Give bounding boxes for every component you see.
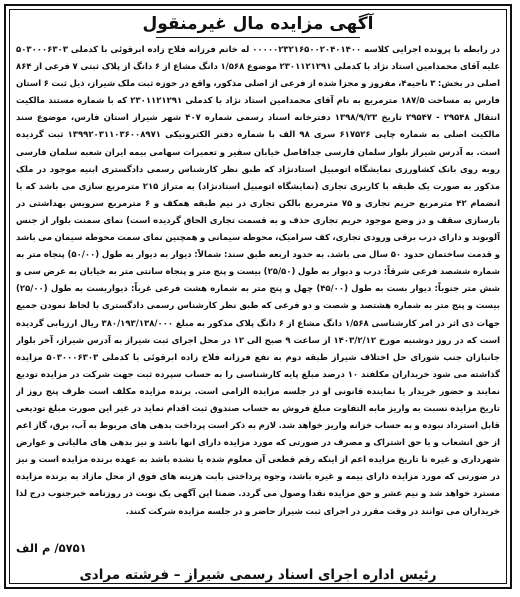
reference-code: ۵۷۵۱/ م الف: [16, 541, 87, 555]
notice-frame: [4, 4, 512, 589]
title-divider: [156, 37, 360, 38]
notice-title: آگهی مزایده مال غیرمنقول: [142, 14, 374, 34]
reference-row: [16, 539, 500, 557]
notice-body: در رابطه با پرونده اجرایی کلاسه ۰۰۰۰۰۲۳۲۱۶۵۰۰۲۰۴۰۱۴۰۰ له خانم فرزانه فلاح زاده ابرقوئی با کدملی ۵۰۳۰۰۰۶۳۰۳ علیه آقای محمدامین استاد نژاد با کدملی ۲۳۰۱۱۲۱۲۹۱ موضوع ۱/۵۶۸ دانگ مشاع از ۶ دانگ از پلاک ثبتی ۷ فرعی از ۸۶۴ اصلی در بخش: ۳ ناحیه۴، مفروز و مجزا شده از فرعی از اصلی مذکور، واقع در حوزه ثبت ملک شیراز، ذیل ثبت ۶ استان فارس به مساحت ۱۸۷/۵ مترمربع به نام آقای محمدامین استاد نژاد با کدملی ۲۳۰۱۱۲۱۲۹۱ که با شماره مستند مالکیت انتقال ۲۹۵۴۸ - ۲۹۵۴۷ تاریخ ۱۳۹۸/۹/۲۳ دفترخانه اسناد رسمی شماره ۴۰۷ شهر شیراز استان فارس، موضوع سند مالکیت اصلی به شماره چاپی ۶۱۷۵۲۶ سری ۹۸ الف با شماره دفتر الکترونیکی ۱۳۹۹۲۰۳۱۱۰۳۶۰۰۸۹۷۱ ثبت گردیده است. به آدرس شیراز بلوار سلمان فارسی جدافاصل خیابان سفیر و تعمیرات سهامی بیمه ایران شعبه سلمان فارسی روبه روی بانک کشاورزی نمایشگاه اتومبیل استادنژاد که طبق نظر کارشناس رسمی دادگستری ابنیه موجود در ملک مذکور به صورت یک طبقه با کاربری تجاری (نمایشگاه اتومبیل استادنژاد) به متراژ ۲۱۵ مترمربع سازی می باشد که با انضمام ۴۲ مترمربع حریم تجاری و ۷۵ مترمربع بالکن تجاری در نیم طبقه همکف و ۶ مترمربع سرویس بهداشتی در بارسازی سقف و در وضع موجود حریم تجاری حذف و به قسمت تجاری الحاق گردیده است) نمای سمنت بلوار از جنس آلوبوند و دارای درب برقی ورودی تجاری، کف سرامیک، محوطه سیمانی و همچنین نمای سمت محوطه سیمان می باشد و قدمت ساختمان حدود ۵۰ سال می باشد. به حدود اربعه طبق سند: شمالاً: دیوار به دیوار به طول (۵۰/۰۰) پنجاه متر به شماره ششصد فرعی شرقاً: درب و دیوار به طول (۲۵/۵۰) بیست و پنج متر و پنجاه سانتی متر به خیابان به عرض سی و شش متر جنوباً: دیوار بست به طول (۴۵/۰۰) چهل و پنج متر به شماره هشت فرعی غرباً: دیواربست به طول (۲۵/۰۰) بیست و پنج متر به شماره هشتصد و شصت و دو فرعی که طبق نظر کارشناس رسمی دادگستری با لحاظ نمودن جمیع جهات ذی اثر در امر کارشناسی ۱/۵۶۸ دانگ مشاع از ۶ دانگ پلاک مذکور به مبلغ ۳۸۰/۱۹۳/۱۳۸/۰۰۰ ریال ارزیابی گردیده است که در روز دوشنبه مورخ ۱۴۰۳/۲/۱۲ از ساعت ۹ صبح الی ۱۲ در محل اجرای ثبت شیراز به آدرس شیراز، آخر بلوار جانبازان جنب شورای حل اختلاف شیراز طبقه دوم به نفع فرزانه فلاح زاده ابرقوئی با کدملی ۵۰۳۰۰۰۶۳۰۳ مزایده گذاشته می شود خریداران مکلفند ۱۰ درصد مبلغ پایه کارشناسی را به حساب سپرده ثبت جهت شرکت در مزایده تودیع نمایند و حضور خریدار یا نماینده قانونی او در جلسه مزایده الزامی است. برنده مزایده مکلف است ظرف پنج روز از تاریخ مزایده نسبت به واریز مابه التفاوت مبلغ فروش به حساب صندوق ثبت اقدام نماید در غیر این صورت مبلغ تودیعی قابل استرداد نبوده و به حساب خزانه واریز خواهد شد. لازم به ذکر است پرداخت بدهی های مربوط به آب، برق، گاز اعم از حق انشعاب و یا حق اشتراک و مصرف در صورتی که مورد مزایده دارای انها باشد و نیز بدهی های مالیاتی و عوارض شهرداری و غیره تا تاریخ مزایده اعم از اینکه رقم قطعی آن معلوم شده یا نشده باشد به عهده برنده مزایده است و نیز در صورتی که مورد مزایده دارای بیمه و غیره باشد، وجوه پرداختی بابت هزینه های فوق از محل مازاد به برنده مزایده مسترد خواهد شد و نیم عشر و حق مزایده نقدا وصول می گردد. ضمنا این آگهی یک نوبت در روزنامه خبرجنوب درج لذا خریداران می توانند در وقت مقرر در اجرای ثبت شیراز حاضر و در جلسه مزایده شرکت کنند.: [16, 45, 500, 517]
signature-line: رئیس اداره اجرای اسناد رسمی شیراز – فرشته مرادی: [79, 567, 437, 583]
